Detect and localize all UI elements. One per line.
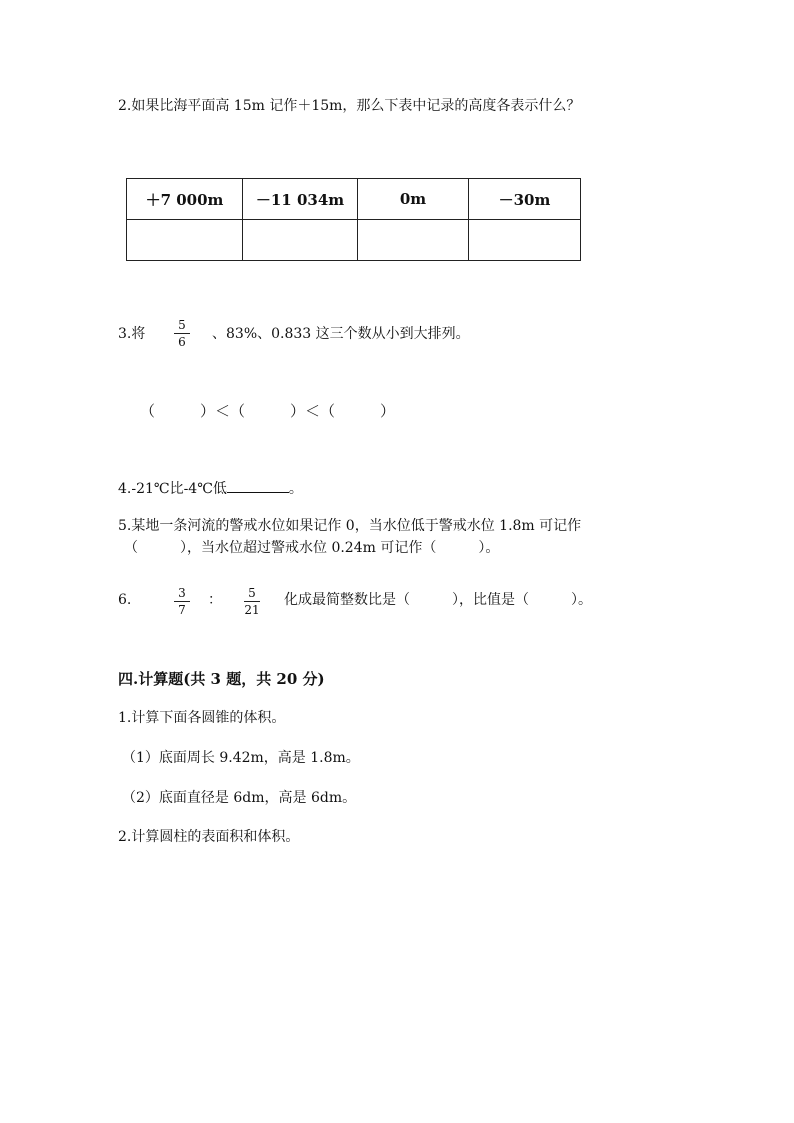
table-cell-header: ＋7 000m — [127, 179, 243, 220]
table-answer-row — [127, 220, 581, 261]
table-answer-cell[interactable] — [358, 220, 469, 261]
altitude-table — [126, 178, 581, 261]
calc-question-1a: （1）底面周长 9.42m，高是 1.8m。 — [122, 750, 360, 766]
calc-question-1: 1.计算下面各圆锥的体积。 — [118, 710, 286, 726]
fraction-bar — [174, 333, 190, 334]
fraction-three-sevenths — [172, 586, 192, 617]
question-2-text: 2.如果比海平面高 15m 记作＋15m，那么下表中记录的高度各表示什么？ — [118, 98, 581, 114]
section-heading: 四.计算题(共 3 题，共 20 分) — [118, 670, 325, 688]
ordering-blanks[interactable]: （ ）＜（ ）＜（ ） — [140, 402, 396, 420]
question-3-prefix: 3.将 — [118, 326, 146, 342]
fraction-five-twentyfirsts — [242, 586, 262, 617]
question-4-text: 4.-21℃比-4℃低 — [118, 481, 227, 497]
table-cell-header: －11 034m — [243, 179, 358, 220]
fraction-numerator: 5 — [248, 586, 256, 600]
question-6-text[interactable]: 化成最简整数比是（ ），比值是（ ）。 — [284, 592, 592, 608]
table-cell-header: 0m — [358, 179, 469, 220]
calc-question-2: 2.计算圆柱的表面积和体积。 — [118, 829, 300, 845]
table-cell-header: －30m — [469, 179, 581, 220]
fraction-numerator: 5 — [178, 318, 186, 332]
fraction-bar — [244, 601, 260, 602]
fraction-denominator: 21 — [244, 603, 260, 617]
answer-blank[interactable] — [227, 480, 289, 493]
question-3-text: 、83%、0.833 这三个数从小到大排列。 — [212, 326, 470, 342]
table-answer-cell[interactable] — [243, 220, 358, 261]
question-5-line2[interactable]: （ ），当水位超过警戒水位 0.24m 可记作（ ）。 — [124, 540, 500, 556]
table-answer-cell[interactable] — [127, 220, 243, 261]
table-header-row — [127, 179, 581, 220]
calc-question-1b: （2）底面直径是 6dm，高是 6dm。 — [122, 790, 357, 806]
question-5-line1: 5.某地一条河流的警戒水位如果记作 0，当水位低于警戒水位 1.8m 可记作 — [118, 518, 582, 534]
fraction-numerator: 3 — [178, 586, 186, 600]
question-4-end: 。 — [288, 481, 303, 497]
fraction-five-sixths — [172, 318, 192, 349]
ratio-colon: ： — [208, 592, 222, 608]
table-answer-cell[interactable] — [469, 220, 581, 261]
fraction-bar — [174, 601, 190, 602]
question-6-number: 6. — [118, 592, 132, 608]
fraction-denominator: 7 — [178, 603, 186, 617]
fraction-denominator: 6 — [178, 335, 186, 349]
question-4 — [118, 480, 303, 498]
